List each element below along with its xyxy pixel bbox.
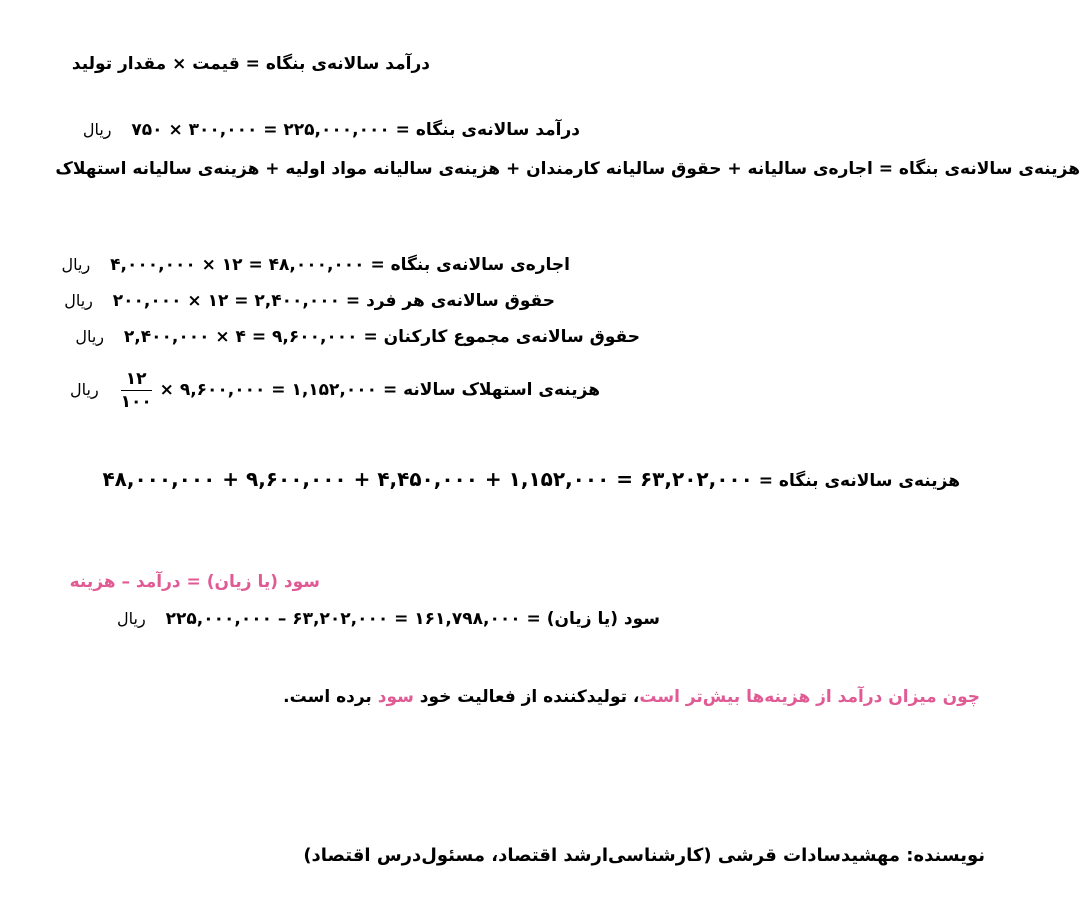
rent-expression: ۴,۰۰۰,۰۰۰ × ۱۲ = ۴۸,۰۰۰,۰۰۰ xyxy=(110,255,365,275)
rial-unit: ریال xyxy=(117,609,146,628)
formula-depreciation xyxy=(60,366,600,414)
formula-profit-calc xyxy=(60,605,660,633)
rial-unit: ریال xyxy=(61,255,91,274)
author-credit xyxy=(303,842,985,870)
formula-salary-each xyxy=(60,287,555,315)
rial-unit: ریال xyxy=(82,120,112,139)
cost-total-label: هزینه‌ی سالانه‌ی بنگاه = xyxy=(758,471,960,491)
profit-label: سود (یا زیان) = xyxy=(526,609,660,629)
depreciation-fraction xyxy=(121,368,152,413)
formula-profit-definition xyxy=(60,568,320,596)
fraction-numerator: ۱۲ xyxy=(121,368,152,391)
conclusion-highlight: چون میزان درآمد از هزینه‌ها بیش‌تر است xyxy=(639,687,980,707)
salary-total-expression: ۲,۴۰۰,۰۰۰ × ۴ = ۹,۶۰۰,۰۰۰ xyxy=(123,327,358,347)
cost-total-expression: ۴۸,۰۰۰,۰۰۰ + ۹,۶۰۰,۰۰۰ + ۴,۴۵۰,۰۰۰ + ۱,۱۵۲,۰۰۰ = ۶۳,۲۰۲,۰۰۰ xyxy=(102,467,753,491)
profit-definition-text: سود (یا زیان) = درآمد – هزینه xyxy=(69,572,320,592)
formula-revenue-calc xyxy=(60,116,580,144)
depreciation-label: هزینه‌ی استهلاک سالانه = xyxy=(382,380,600,400)
revenue-expression: ۷۵۰ × ۳۰۰,۰۰۰ = ۲۲۵,۰۰۰,۰۰۰ xyxy=(131,120,390,140)
cost-definition-text: هزینه‌ی سالانه‌ی بنگاه = اجاره‌ی سالیانه + حقوق سالیانه کارمندان + هزینه‌ی سالیانه مواد اولیه + هزینه‌ی سالیانه استهلاک xyxy=(55,159,1080,179)
rial-unit: ریال xyxy=(70,380,99,399)
salary-each-expression: ۲۰۰,۰۰۰ × ۱۲ = ۲,۴۰۰,۰۰۰ xyxy=(112,291,340,311)
depreciation-expression: × ۹,۶۰۰,۰۰۰ = ۱,۱۵۲,۰۰۰ xyxy=(159,380,378,400)
formula-cost-total xyxy=(60,465,960,495)
salary-total-label: حقوق سالانه‌ی مجموع کارکنان = xyxy=(363,327,640,347)
formula-revenue-text: درآمد سالانه‌ی بنگاه = قیمت × مقدار تولید xyxy=(71,54,430,74)
rent-label: اجاره‌ی سالانه‌ی بنگاه = xyxy=(370,255,570,275)
author-text: نویسنده: مهشیدسادات قرشی (کارشناسی‌ارشد اقتصاد، مسئول‌درس اقتصاد) xyxy=(303,845,985,866)
conclusion-end: برده است. xyxy=(283,687,378,707)
formula-rent xyxy=(60,251,570,279)
formula-salary-total xyxy=(60,323,640,351)
rial-unit: ریال xyxy=(75,327,104,346)
rial-unit: ریال xyxy=(64,291,93,310)
fraction-denominator: ۱۰۰ xyxy=(120,391,152,412)
conclusion-sentence xyxy=(283,683,980,711)
conclusion-middle: ، تولیدکننده از فعالیت خود xyxy=(413,687,640,707)
formula-revenue-definition xyxy=(60,50,430,78)
revenue-label: درآمد سالانه‌ی بنگاه = xyxy=(395,120,580,140)
salary-each-label: حقوق سالانه‌ی هر فرد = xyxy=(345,291,555,311)
conclusion-profit-word: سود xyxy=(377,687,414,707)
formula-cost-definition xyxy=(55,155,1080,183)
profit-expression: ۲۲۵,۰۰۰,۰۰۰ – ۶۳,۲۰۲,۰۰۰ = ۱۶۱,۷۹۸,۰۰۰ xyxy=(165,609,521,629)
depreciation-expression-group xyxy=(119,366,377,414)
